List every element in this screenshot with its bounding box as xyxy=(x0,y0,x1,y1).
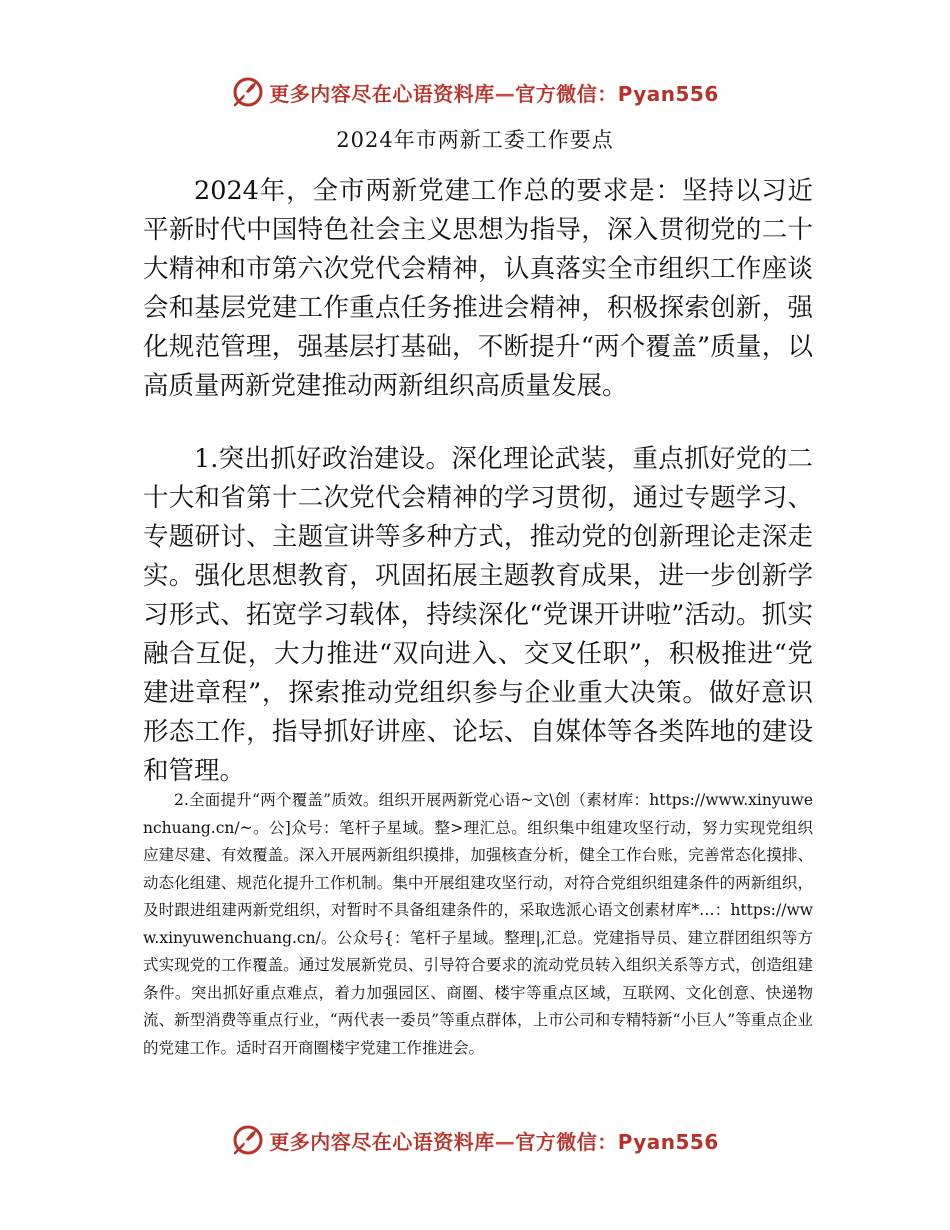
quill-pen-logo-icon xyxy=(231,75,265,109)
header-watermark-banner xyxy=(0,70,950,114)
header-banner-text xyxy=(269,78,719,107)
footer-banner-suffix: 官方微信：Pyan556 xyxy=(515,1129,719,1154)
quill-pen-logo-icon xyxy=(231,1123,265,1157)
footer-watermark-banner xyxy=(0,1118,950,1162)
footer-banner-main: 更多内容尽在心语资料库 xyxy=(269,1129,495,1154)
header-banner-dash: — xyxy=(494,81,516,106)
header-banner-suffix: 官方微信：Pyan556 xyxy=(515,81,719,106)
footer-banner-text xyxy=(269,1126,719,1155)
paragraph-intro: 2024年，全市两新党建工作总的要求是：坚持以习近平新时代中国特色社会主义思想为指导，深入贯彻党的二十大精神和市第六次党代会精神，认真落实全市组织工作座谈会和基层党建工作重点任务推进会精神，积极探索创新，强化规范管理，强基层打基础，不断提升“两个覆盖”质量，以高质量两新党建推动两新组织高质量发展。 xyxy=(143,176,813,401)
paragraph-coverage: 2.全面提升“两个覆盖”质效。组织开展两新党心语~文\创（素材库：https://www.xinyuwenchuang.cn/~。公]众号：笔杆子星域。整>理汇总。组织集中组建攻坚行动，努力实现党组织应建尽建、有效覆盖。深入开展两新组织摸排，加强核查分析，健全工作台账，完善常态化摸排、动态化组建、规范化提升工作机制。集中开展组建攻坚行动，对符合党组织组建条件的两新组织，及时跟进组建两新党组织，对暂时不具备组建条件的，采取选派心语文创素材库*…：https://www.xinyuwenchuang.cn/。公众号{：笔杆子星域。整理|,汇总。党建指导员、建立群团组织等方式实现党的工作覆盖。通过发展新党员、引导符合要求的流动党员转入组织关系等方式，创造组建条件。突出抓好重点难点，着力加强园区、商圈、楼宇等重点区域，互联网、文化创意、快递物流、新型消费等重点行业，“两代表一委员”等重点群体，上市公司和专精特新“小巨人”等重点企业的党建工作。适时召开商圈楼宇党建工作推进会。 xyxy=(143,791,813,1057)
paragraph-political-construction: 1.突出抓好政治建设。深化理论武装，重点抓好党的二十大和省第十二次党代会精神的学习贯彻，通过专题学习、专题研讨、主题宣讲等多种方式，推动党的创新理论走深走实。强化思想教育，巩固拓展主题教育成果，进一步创新学习形式、拓宽学习载体，持续深化“党课开讲啦”活动。抓实融合互促，大力推进“双向进入、交叉任职”，积极推进“党建进章程”，探索推动党组织参与企业重大决策。做好意识形态工作，指导抓好讲座、论坛、自媒体等各类阵地的建设和管理。 xyxy=(143,444,813,786)
document-title: 2024年市两新工委工作要点 xyxy=(336,128,614,152)
footer-banner-dash: — xyxy=(494,1129,516,1154)
header-banner-main: 更多内容尽在心语资料库 xyxy=(269,81,495,106)
